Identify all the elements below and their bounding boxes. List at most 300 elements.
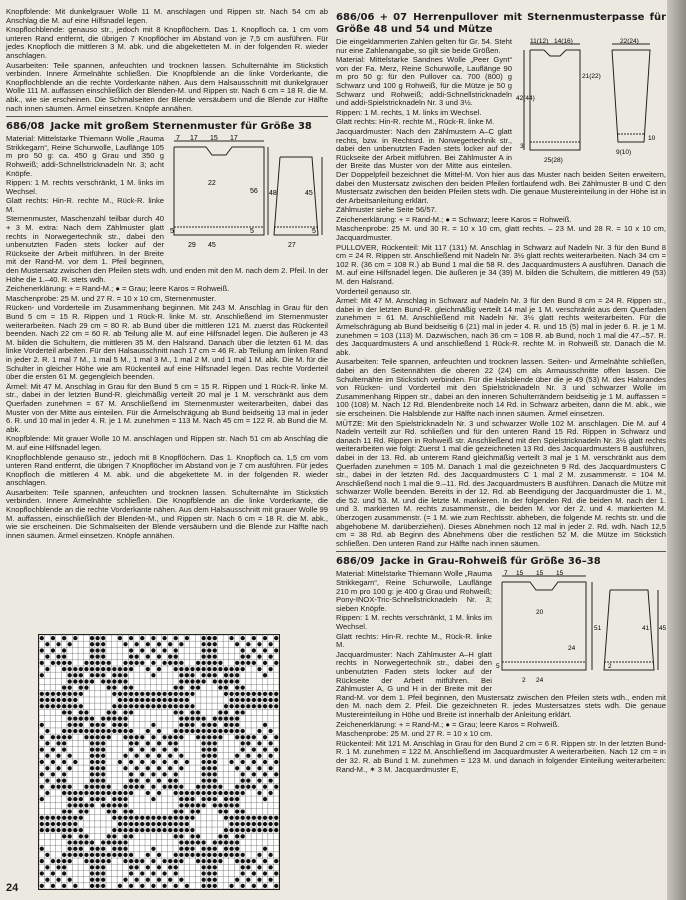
pattern-stitch <box>146 828 150 832</box>
pattern-stitch <box>213 847 217 851</box>
pattern-stitch <box>129 778 133 782</box>
pattern-stitch <box>129 816 133 820</box>
pattern-stitch <box>213 865 217 869</box>
pattern-stitch <box>235 710 239 714</box>
pattern-stitch <box>79 834 83 838</box>
ausarbeiten-para: Ausarbeiten: Teile spannen, anfeuchten und trocknen lassen. Schulternähte im Stickstich verbinden. Innere Ärmelnähte schließen. Die Knopfblende an die linke Vorderkante, die Knopflochblende an die rechte Vorderkante nähen. Aus dem Halsausschnitt mit dunkelgrauer Wolle 111 M. auffassen einschließlich der Blenden-M. und Rippen str. Nach 6 cm = 18 R. die M. abk., wie sie erscheinen. Die Schmalseiten der Blende versäubern und die Blende zur Hälfte nach innen säumen. Ärmel einsetzen. Knöpfe annähen. <box>6 60 328 113</box>
pattern-stitch <box>263 859 267 863</box>
pattern-stitch <box>269 766 273 770</box>
pattern-stitch <box>174 735 178 739</box>
pattern-stitch <box>202 760 206 764</box>
pattern-stitch <box>196 679 200 683</box>
pattern-stitch <box>274 760 278 764</box>
pattern-stitch <box>252 828 256 832</box>
pattern-stitch <box>235 698 239 702</box>
pattern-stitch <box>95 648 99 652</box>
dim3-m: 24 <box>536 677 544 685</box>
pattern-stitch <box>235 803 239 807</box>
pattern-stitch <box>112 686 116 690</box>
pattern-stitch <box>95 735 99 739</box>
pattern-stitch <box>84 729 88 733</box>
pattern-stitch <box>179 816 183 820</box>
pattern-stitch <box>196 840 200 844</box>
pattern-stitch <box>241 809 245 813</box>
pattern-stitch <box>84 859 88 863</box>
pattern-stitch <box>207 661 211 665</box>
pattern-stitch <box>95 723 99 727</box>
pattern-stitch <box>157 878 161 882</box>
pattern-stitch <box>252 704 256 708</box>
pattern-stitch <box>179 723 183 727</box>
pattern-stitch <box>274 871 278 875</box>
pattern-stitch <box>79 686 83 690</box>
pattern-stitch <box>40 673 44 677</box>
pattern-stitch <box>190 816 194 820</box>
pattern-stitch <box>207 760 211 764</box>
pattern-stitch <box>246 661 250 665</box>
pattern-stitch <box>179 803 183 807</box>
dim-b: 17 <box>190 135 198 143</box>
pattern-stitch <box>168 692 172 696</box>
pattern-stitch <box>135 785 139 789</box>
pattern-stitch <box>101 772 105 776</box>
pull-para-3: Jacquardmuster: Nach den Zählmustern A–C glatt rechts, bzw. in Rechtsrd. in Norwegertechnik str., dabei den unbenutzten Faden stets locker auf der Rückseite der Arbeit mitführen. Bei Zählmuster A in der Breite das Muster von der Mitte aus einteilen. Der Doppelpfeil bezeichnet die Mittel-M. Von hier aus das Muster nach beiden Seiten erweitern, dabei den Mustersatz zwischen den beiden Pfeilen fortlaufend wdh. Bei Zählmuster B und C den Mustersatz zwischen den beiden Pfeilen stets wdh. Die genaue Mustereinteilung in der Höhe ist in der Arbeitsanleitung erklärt. <box>336 126 666 205</box>
pattern-stitch <box>90 859 94 863</box>
pattern-stitch <box>62 667 66 671</box>
pattern-stitch <box>51 859 55 863</box>
jacke-para-0: Material: Mittelstarke Thiemann Wolle „Rauma Strikkegarn“, Reine Schurwolle, Lauflänge 105 m pro 50 g: ca. 450 g Grau und 350 g Rohweiß; addi-Schnellstricknadeln Nr. 3; acht Knöpfe. <box>6 134 164 178</box>
pattern-stitch <box>123 661 127 665</box>
pattern-stitch <box>246 741 250 745</box>
pattern-stitch <box>56 735 60 739</box>
pattern-stitch <box>257 754 261 758</box>
dim-c: 15 <box>210 135 218 143</box>
pattern-stitch <box>174 853 178 857</box>
pattern-stitch <box>68 661 72 665</box>
pattern-stitch <box>168 828 172 832</box>
pattern-stitch <box>229 816 233 820</box>
pattern-stitch <box>79 667 83 671</box>
pattern-stitch <box>95 847 99 851</box>
pattern-stitch <box>62 741 66 745</box>
pattern-stitch <box>51 735 55 739</box>
dim3-a: 7 <box>504 570 508 578</box>
pattern-stitch <box>224 710 228 714</box>
pattern-stitch <box>79 797 83 801</box>
pattern-stitch <box>135 692 139 696</box>
pattern-stitch <box>140 661 144 665</box>
pattern-stitch <box>129 884 133 888</box>
pattern-stitch <box>157 816 161 820</box>
pattern-stitch <box>213 785 217 789</box>
pattern-stitch <box>162 816 166 820</box>
pattern-stitch <box>213 735 217 739</box>
pattern-stitch <box>118 760 122 764</box>
pattern-stitch <box>168 642 172 646</box>
pattern-stitch <box>101 785 105 789</box>
pattern-stitch <box>146 741 150 745</box>
pattern-stitch <box>40 785 44 789</box>
pattern-stitch <box>90 747 94 751</box>
pattern-stitch <box>218 859 222 863</box>
pattern-stitch <box>129 655 133 659</box>
pattern-stitch <box>118 679 122 683</box>
pattern-stitch <box>62 816 66 820</box>
pattern-stitch <box>202 797 206 801</box>
pattern-stitch <box>56 704 60 708</box>
pattern-stitch <box>179 791 183 795</box>
pattern-stitch <box>68 698 72 702</box>
pattern-stitch <box>235 717 239 721</box>
pattern-stitch <box>190 686 194 690</box>
pattern-stitch <box>252 859 256 863</box>
pattern-stitch <box>213 741 217 745</box>
pattern-stitch <box>162 636 166 640</box>
pattern-stitch <box>263 772 267 776</box>
pattern-stitch <box>224 834 228 838</box>
pattern-stitch <box>263 822 267 826</box>
pattern-stitch <box>123 723 127 727</box>
pattern-stitch <box>79 692 83 696</box>
pattern-stitch <box>68 791 72 795</box>
pattern-stitch <box>207 735 211 739</box>
pattern-stitch <box>257 822 261 826</box>
pattern-stitch <box>224 828 228 832</box>
pattern-stitch <box>68 754 72 758</box>
pattern-stitch <box>207 741 211 745</box>
pattern-stitch <box>263 636 267 640</box>
pattern-stitch <box>168 785 172 789</box>
pattern-stitch <box>202 772 206 776</box>
pattern-stitch <box>146 865 150 869</box>
pattern-stitch <box>202 791 206 795</box>
pattern-stitch <box>241 636 245 640</box>
pattern-stitch <box>123 729 127 733</box>
pattern-stitch <box>241 704 245 708</box>
pattern-stitch <box>90 648 94 652</box>
pattern-stitch <box>73 760 77 764</box>
pattern-stitch <box>123 853 127 857</box>
pattern-stitch <box>84 686 88 690</box>
pattern-stitch <box>118 723 122 727</box>
pattern-stitch <box>179 667 183 671</box>
pattern-stitch <box>62 859 66 863</box>
pattern-stitch <box>213 878 217 882</box>
pattern-stitch <box>62 791 66 795</box>
pattern-stitch <box>45 822 49 826</box>
pattern-stitch <box>257 741 261 745</box>
pattern-stitch <box>218 710 222 714</box>
pattern-stitch <box>146 729 150 733</box>
dim-a: 7 <box>176 135 180 143</box>
pattern-stitch <box>241 871 245 875</box>
dim2-a: 11(12) <box>530 38 549 45</box>
pattern-stitch <box>51 661 55 665</box>
pattern-stitch <box>84 735 88 739</box>
j2-para-0: Material: Mittelstarke Thiemann Wolle „Rauma Strikkegarn“, Reine Schurwolle, Lauflänge 210 m pro 100 g: je 400 g Grau und Rohweiß; Pony-INOX-Tric-Schnellstricknadeln Nr. 3; sieben Knöpfe. <box>336 569 492 613</box>
pattern-stitch <box>123 847 127 851</box>
pattern-stitch <box>202 735 206 739</box>
pattern-stitch <box>235 828 239 832</box>
pattern-stitch <box>174 729 178 733</box>
pattern-stitch <box>107 667 111 671</box>
pattern-stitch <box>269 729 273 733</box>
pattern-stitch <box>146 816 150 820</box>
pull-para-0: Material: Mittelstarke Sandnes Wolle „Peer Gynt“ von der Fa. Merz, Reine Schurwolle, Lauflänge 90 m pro 50 g: für den Pullover ca. 700 (800) g Schwarz und 100 g Rohweiß, für die Mütze je 50 g Schwarz und Rohweiß; addi-Schnellstricknadeln und addi-Spielstricknadeln Nr. 3 und 3½. <box>336 55 512 108</box>
pattern-stitch <box>162 698 166 702</box>
pattern-stitch <box>90 791 94 795</box>
pattern-stitch <box>123 642 127 646</box>
pattern-stitch <box>107 710 111 714</box>
pattern-stitch <box>185 853 189 857</box>
jacke-para-5: Maschenprobe: 25 M. und 27 R. = 10 x 10 cm, Sternenmuster. <box>6 293 216 303</box>
pattern-stitch <box>224 667 228 671</box>
pattern-stitch <box>73 840 77 844</box>
pattern-stitch <box>174 747 178 751</box>
pattern-stitch <box>84 661 88 665</box>
pattern-stitch <box>118 667 122 671</box>
pattern-stitch <box>118 884 122 888</box>
pattern-stitch <box>123 704 127 708</box>
pattern-stitch <box>129 704 133 708</box>
pattern-stitch <box>112 840 116 844</box>
pattern-stitch <box>196 791 200 795</box>
pattern-stitch <box>241 686 245 690</box>
pattern-stitch <box>40 692 44 696</box>
pattern-stitch <box>202 778 206 782</box>
pattern-stitch <box>118 803 122 807</box>
dim2-e: 21(22) <box>582 73 601 80</box>
pattern-stitch <box>84 853 88 857</box>
pattern-stitch <box>274 648 278 652</box>
pattern-stitch <box>129 853 133 857</box>
pattern-stitch <box>90 661 94 665</box>
pattern-stitch <box>235 766 239 770</box>
pattern-stitch <box>140 828 144 832</box>
pattern-stitch <box>45 754 49 758</box>
pattern-stitch <box>40 698 44 702</box>
pattern-stitch <box>168 878 172 882</box>
pattern-stitch <box>224 686 228 690</box>
pattern-stitch <box>56 741 60 745</box>
pattern-stitch <box>218 717 222 721</box>
pattern-stitch <box>146 766 150 770</box>
pattern-stitch <box>107 717 111 721</box>
pattern-stitch <box>269 741 273 745</box>
pattern-stitch <box>56 642 60 646</box>
pattern-stitch <box>140 636 144 640</box>
left-column <box>6 8 328 541</box>
pattern-stitch <box>179 729 183 733</box>
pattern-stitch <box>95 729 99 733</box>
pattern-stitch <box>196 667 200 671</box>
pattern-stitch <box>129 772 133 776</box>
pattern-stitch <box>73 729 77 733</box>
pattern-stitch <box>151 648 155 652</box>
pattern-stitch <box>257 704 261 708</box>
pattern-stitch <box>151 673 155 677</box>
dim-g: 5 <box>250 228 254 236</box>
pattern-stitch <box>174 791 178 795</box>
pattern-stitch <box>151 704 155 708</box>
pattern-stitch <box>269 816 273 820</box>
pattern-stitch <box>56 878 60 882</box>
pattern-stitch <box>274 816 278 820</box>
pattern-stitch <box>112 710 116 714</box>
pattern-stitch <box>246 828 250 832</box>
pattern-stitch <box>129 710 133 714</box>
pattern-stitch <box>151 747 155 751</box>
pattern-stitch <box>257 878 261 882</box>
pattern-stitch <box>151 760 155 764</box>
pattern-stitch <box>174 772 178 776</box>
pattern-stitch <box>129 667 133 671</box>
pattern-stitch <box>123 840 127 844</box>
pattern-stitch <box>90 766 94 770</box>
pattern-stitch <box>252 648 256 652</box>
pattern-stitch <box>157 778 161 782</box>
pattern-stitch <box>140 747 144 751</box>
pattern-stitch <box>51 785 55 789</box>
pattern-stitch <box>129 729 133 733</box>
pattern-stitch <box>107 809 111 813</box>
pattern-stitch <box>269 865 273 869</box>
pattern-stitch <box>140 760 144 764</box>
dim-l: 45 <box>208 242 216 250</box>
pattern-stitch <box>62 747 66 751</box>
pattern-stitch <box>162 828 166 832</box>
pattern-stitch <box>174 741 178 745</box>
pattern-stitch <box>235 791 239 795</box>
pattern-stitch <box>263 698 267 702</box>
pattern-stitch <box>246 766 250 770</box>
pattern-stitch <box>246 704 250 708</box>
dim3-b: 15 <box>516 570 524 578</box>
jacke-para-7: Ärmel: Mit 47 M. Anschlag in Grau für den Bund 5 cm = 15 R. Rippen und 1 Rück-R. linke M. str., dabei in der letzten Bund-R. gleichmäßig verteilt 20 mal je 1 M. verschränkt aus dem Querfaden zunehmen = 67 M. Anschließend im Sternenmuster weiterarbeiten, dabei das Muster von der Mitte aus einteilen. Für die Ärmelschrägung ab Bund beidseitig 13 mal in jeder 6. R. und 10 mal in jeder 4. R. je 1 M. zunehmen = 113 M. Nach 45 cm = 122 R. ab Bund die M. abk. <box>6 381 328 434</box>
pattern-stitch <box>123 828 127 832</box>
pattern-stitch <box>207 791 211 795</box>
pattern-stitch <box>90 642 94 646</box>
pattern-stitch <box>40 828 44 832</box>
pattern-stitch <box>40 661 44 665</box>
pattern-stitch <box>241 747 245 751</box>
pattern-stitch <box>257 729 261 733</box>
pattern-stitch <box>241 828 245 832</box>
divider <box>6 116 328 117</box>
pattern-stitch <box>107 785 111 789</box>
pattern-stitch <box>146 698 150 702</box>
pattern-stitch <box>62 785 66 789</box>
pattern-stitch <box>51 760 55 764</box>
pattern-stitch <box>45 816 49 820</box>
pattern-stitch <box>51 772 55 776</box>
pattern-stitch <box>45 865 49 869</box>
pattern-stitch <box>73 822 77 826</box>
pattern-stitch <box>252 816 256 820</box>
pattern-stitch <box>118 797 122 801</box>
pattern-stitch <box>62 636 66 640</box>
pattern-stitch <box>135 741 139 745</box>
pattern-stitch <box>68 840 72 844</box>
pattern-stitch <box>213 840 217 844</box>
pattern-stitch <box>62 865 66 869</box>
pattern-stitch <box>90 772 94 776</box>
j2-para-2: Glatt rechts: Hin-R. rechte M., Rück-R. linke M. <box>336 631 492 650</box>
pattern-stitch <box>162 661 166 665</box>
pattern-stitch <box>190 679 194 683</box>
pattern-stitch <box>213 655 217 659</box>
pattern-stitch <box>95 853 99 857</box>
pattern-stitch <box>185 723 189 727</box>
pattern-stitch <box>112 673 116 677</box>
pattern-stitch <box>179 847 183 851</box>
pattern-stitch <box>140 735 144 739</box>
pattern-stitch <box>62 822 66 826</box>
pattern-stitch <box>123 735 127 739</box>
pattern-stitch <box>252 871 256 875</box>
pattern-stitch <box>151 698 155 702</box>
pattern-stitch <box>229 828 233 832</box>
pattern-stitch <box>229 667 233 671</box>
pattern-stitch <box>140 648 144 652</box>
divider-right <box>336 551 666 552</box>
pattern-stitch <box>235 686 239 690</box>
pattern-stitch <box>129 871 133 875</box>
pattern-stitch <box>202 754 206 758</box>
pattern-stitch <box>246 655 250 659</box>
pattern-stitch <box>90 884 94 888</box>
pattern-stitch <box>40 859 44 863</box>
pattern-stitch <box>151 772 155 776</box>
pattern-stitch <box>252 661 256 665</box>
pattern-stitch <box>68 710 72 714</box>
pattern-stitch <box>45 667 49 671</box>
pattern-stitch <box>95 667 99 671</box>
jacket2-schematic-svg <box>496 570 666 686</box>
pattern-stitch <box>218 679 222 683</box>
pattern-stitch <box>224 791 228 795</box>
pattern-stitch <box>56 766 60 770</box>
pattern-stitch <box>140 884 144 888</box>
pattern-stitch <box>213 673 217 677</box>
star-pattern-grid <box>39 635 279 889</box>
pattern-stitch <box>62 772 66 776</box>
pattern-stitch <box>202 859 206 863</box>
pattern-stitch <box>202 884 206 888</box>
pattern-stitch <box>174 828 178 832</box>
pullover-schematic <box>516 38 666 169</box>
pattern-stitch <box>112 847 116 851</box>
pattern-stitch <box>168 766 172 770</box>
pattern-stitch <box>190 729 194 733</box>
pattern-stitch <box>112 704 116 708</box>
pattern-stitch <box>90 853 94 857</box>
pattern-stitch <box>213 717 217 721</box>
pattern-stitch <box>73 692 77 696</box>
pattern-stitch <box>202 717 206 721</box>
pattern-stitch <box>263 871 267 875</box>
pattern-stitch <box>112 679 116 683</box>
pattern-stitch <box>157 791 161 795</box>
pattern-stitch <box>224 673 228 677</box>
pattern-stitch <box>202 766 206 770</box>
pattern-stitch <box>45 853 49 857</box>
pullover-schematic-svg <box>516 38 666 166</box>
pattern-stitch <box>84 791 88 795</box>
pattern-stitch <box>140 704 144 708</box>
pattern-stitch <box>229 853 233 857</box>
pattern-stitch <box>62 704 66 708</box>
